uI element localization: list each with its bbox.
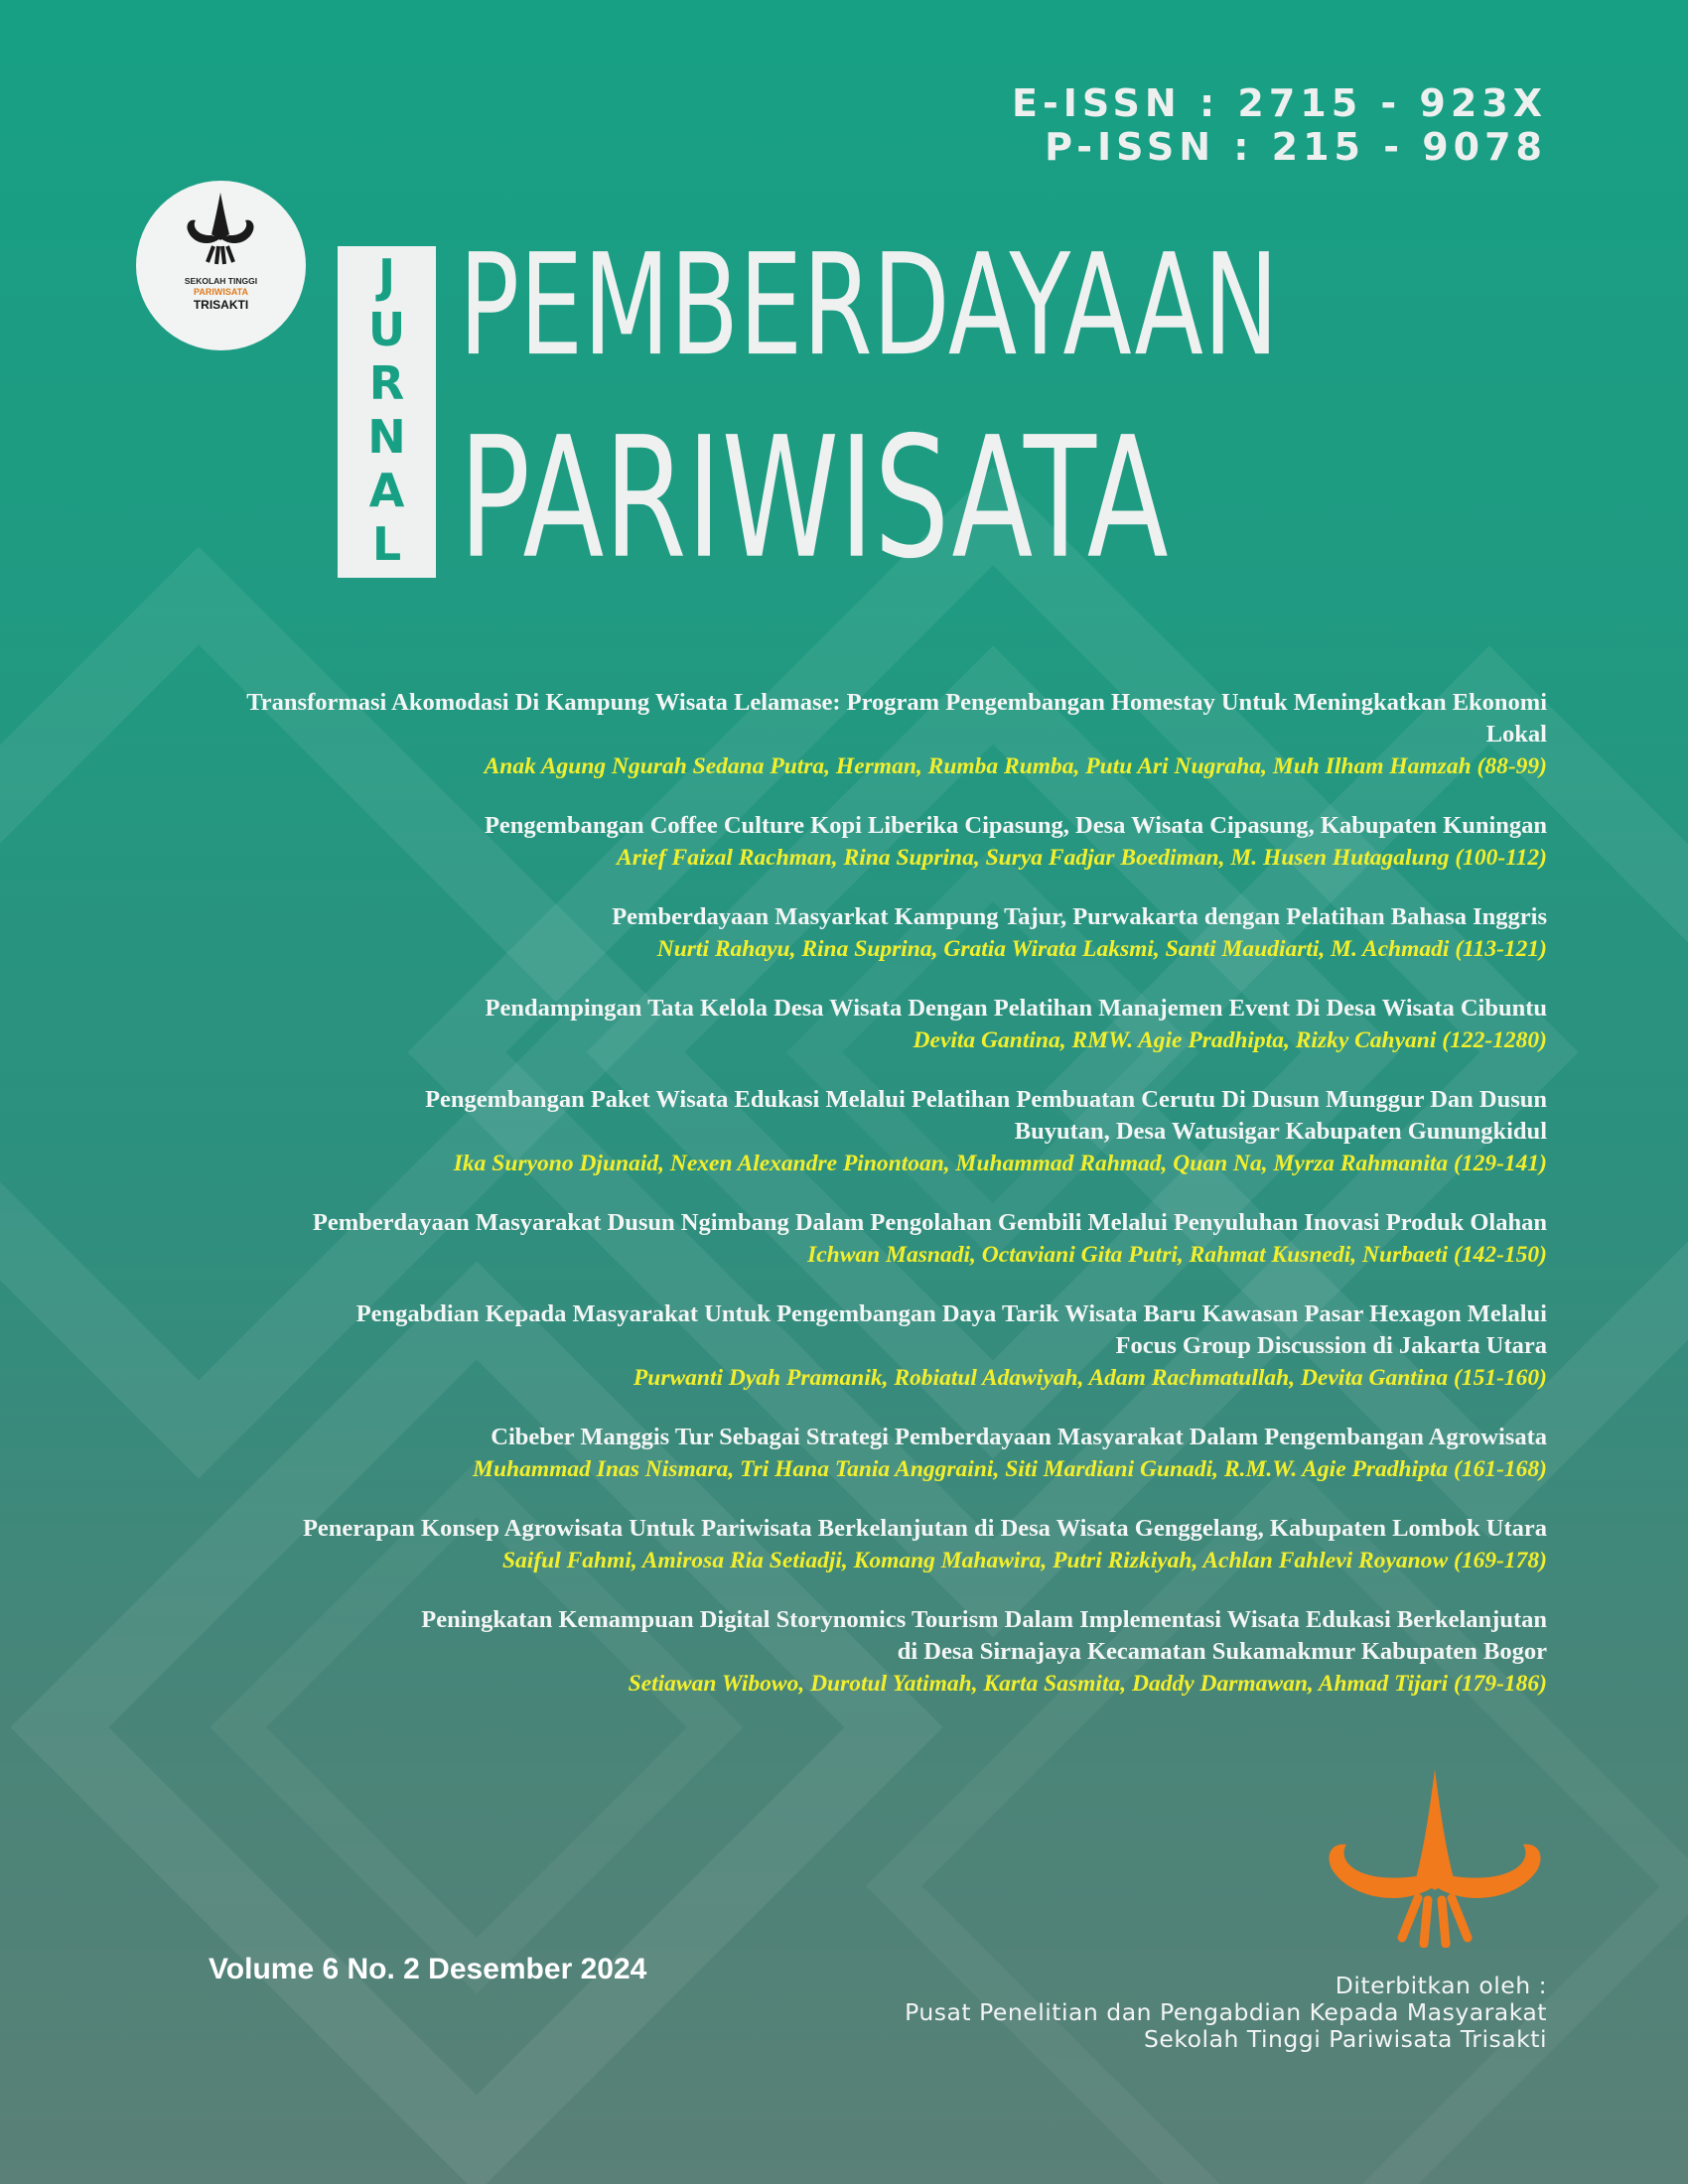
logo-text-school: SEKOLAH TINGGI [184, 276, 258, 286]
article-authors: Saiful Fahmi, Amirosa Ria Setiadji, Komang Mahawira, Putri Rizkiyah, Achlan Fahlevi Royanow (169-178) [501, 1548, 1547, 1573]
logo-text-pariwisata: PARIWISATA [194, 287, 248, 297]
article-authors: Nurti Rahayu, Rina Suprina, Gratia Wirata Laksmi, Santi Maudiarti, M. Achmadi (113-121) [656, 936, 1547, 962]
article-entry [18, 901, 1547, 965]
article-entry [18, 1513, 1547, 1576]
jurnal-vertical-label [338, 246, 436, 578]
article-title: Pemberdayaan Masyarakat Dusun Ngimbang Dalam Pengolahan Gembili Melalui Penyuluhan Inovasi Produk Olahan [312, 1209, 1547, 1236]
volume-issue: Volume 6 No. 2 Desember 2024 [209, 1953, 647, 1985]
publisher-label: Diterbitkan oleh : [1335, 1972, 1547, 1999]
logo-text-trisakti: TRISAKTI [193, 298, 249, 312]
publisher-info [905, 1973, 1547, 2053]
article-authors: Setiawan Wibowo, Durotul Yatimah, Karta Sasmita, Daddy Darmawan, Ahmad Tijari (179-186) [628, 1671, 1547, 1697]
jurnal-letter: U [367, 303, 406, 356]
table-of-contents [18, 687, 1547, 1727]
article-entry [18, 1084, 1547, 1179]
jurnal-letter: N [367, 410, 406, 464]
institution-logo [136, 181, 306, 350]
article-title: Pendampingan Tata Kelola Desa Wisata Dengan Pelatihan Manajemen Event Di Desa Wisata Cibuntu [485, 995, 1547, 1022]
article-entry [18, 1422, 1547, 1485]
e-issn: E-ISSN : 2715 - 923X [1012, 81, 1547, 125]
article-authors: Ichwan Masnadi, Octaviani Gita Putri, Rahmat Kusnedi, Nurbaeti (142-150) [807, 1242, 1547, 1268]
article-title: Penerapan Konsep Agrowisata Untuk Pariwisata Berkelanjutan di Desa Wisata Genggelang, Kabupaten Lombok Utara [302, 1515, 1547, 1542]
journal-title-line-2: PARIWISATA [459, 400, 1169, 596]
jurnal-letter: A [368, 464, 405, 517]
trisakti-emblem-icon [184, 189, 258, 270]
article-authors: Ika Suryono Djunaid, Nexen Alexandre Pinontoan, Muhammad Rahmad, Quan Na, Myrza Rahmanita (129-141) [453, 1151, 1547, 1176]
article-authors: Muhammad Inas Nismara, Tri Hana Tania Anggraini, Siti Mardiani Gunadi, R.M.W. Agie Pradhipta (161-168) [473, 1456, 1547, 1482]
jurnal-letter: J [377, 249, 396, 303]
publisher-school: Sekolah Tinggi Pariwisata Trisakti [1144, 2025, 1547, 2053]
p-issn: P-ISSN : 215 - 9078 [1045, 125, 1547, 169]
article-title: Pemberdayaan Masyarkat Kampung Tajur, Purwakarta dengan Pelatihan Bahasa Inggris [612, 903, 1547, 930]
article-entry [18, 1604, 1547, 1700]
article-title: Peningkatan Kemampuan Digital Storynomics Tourism Dalam Implementasi Wisata Edukasi Berkelanjutan di Desa Sirnajaya Kecamatan Sukamakmur Kabupaten Bogor [421, 1606, 1547, 1665]
article-entry [18, 687, 1547, 782]
article-entry [18, 810, 1547, 874]
jurnal-letter: L [371, 517, 402, 571]
trisakti-orange-emblem-icon [1321, 1769, 1549, 1948]
article-entry [18, 993, 1547, 1056]
article-entry [18, 1207, 1547, 1271]
journal-title-line-1: PEMBERDAYAAN [459, 223, 1279, 388]
article-title: Pengembangan Paket Wisata Edukasi Melalui Pelatihan Pembuatan Cerutu Di Dusun Munggur Dan Dusun Buyutan, Desa Watusigar Kabupaten Gunungkidul [425, 1086, 1547, 1145]
article-title: Cibeber Manggis Tur Sebagai Strategi Pemberdayaan Masyarakat Dalam Pengembangan Agrowisata [491, 1424, 1547, 1450]
publisher-center: Pusat Penelitian dan Pengabdian Kepada Masyarakat [905, 1998, 1547, 2026]
jurnal-letter: R [368, 356, 405, 410]
article-authors: Devita Gantina, RMW. Agie Pradhipta, Rizky Cahyani (122-1280) [913, 1027, 1547, 1053]
article-title: Pengembangan Coffee Culture Kopi Liberika Cipasung, Desa Wisata Cipasung, Kabupaten Kuningan [484, 812, 1547, 839]
article-title: Pengabdian Kepada Masyarakat Untuk Pengembangan Daya Tarik Wisata Baru Kawasan Pasar Hexagon Melalui Focus Group Discussion di Jakarta Utara [355, 1300, 1547, 1359]
article-authors: Arief Faizal Rachman, Rina Suprina, Surya Fadjar Boediman, M. Husen Hutagalung (100-112) [617, 845, 1547, 871]
article-authors: Anak Agung Ngurah Sedana Putra, Herman, Rumba Rumba, Putu Ari Nugraha, Muh Ilham Hamzah (88-99) [484, 753, 1547, 779]
article-title: Transformasi Akomodasi Di Kampung Wisata Lelamase: Program Pengembangan Homestay Untuk Meningkatkan Ekonomi Lokal [246, 689, 1547, 748]
article-entry [18, 1298, 1547, 1394]
article-authors: Purwanti Dyah Pramanik, Robiatul Adawiyah, Adam Rachmatullah, Devita Gantina (151-160) [633, 1365, 1547, 1391]
